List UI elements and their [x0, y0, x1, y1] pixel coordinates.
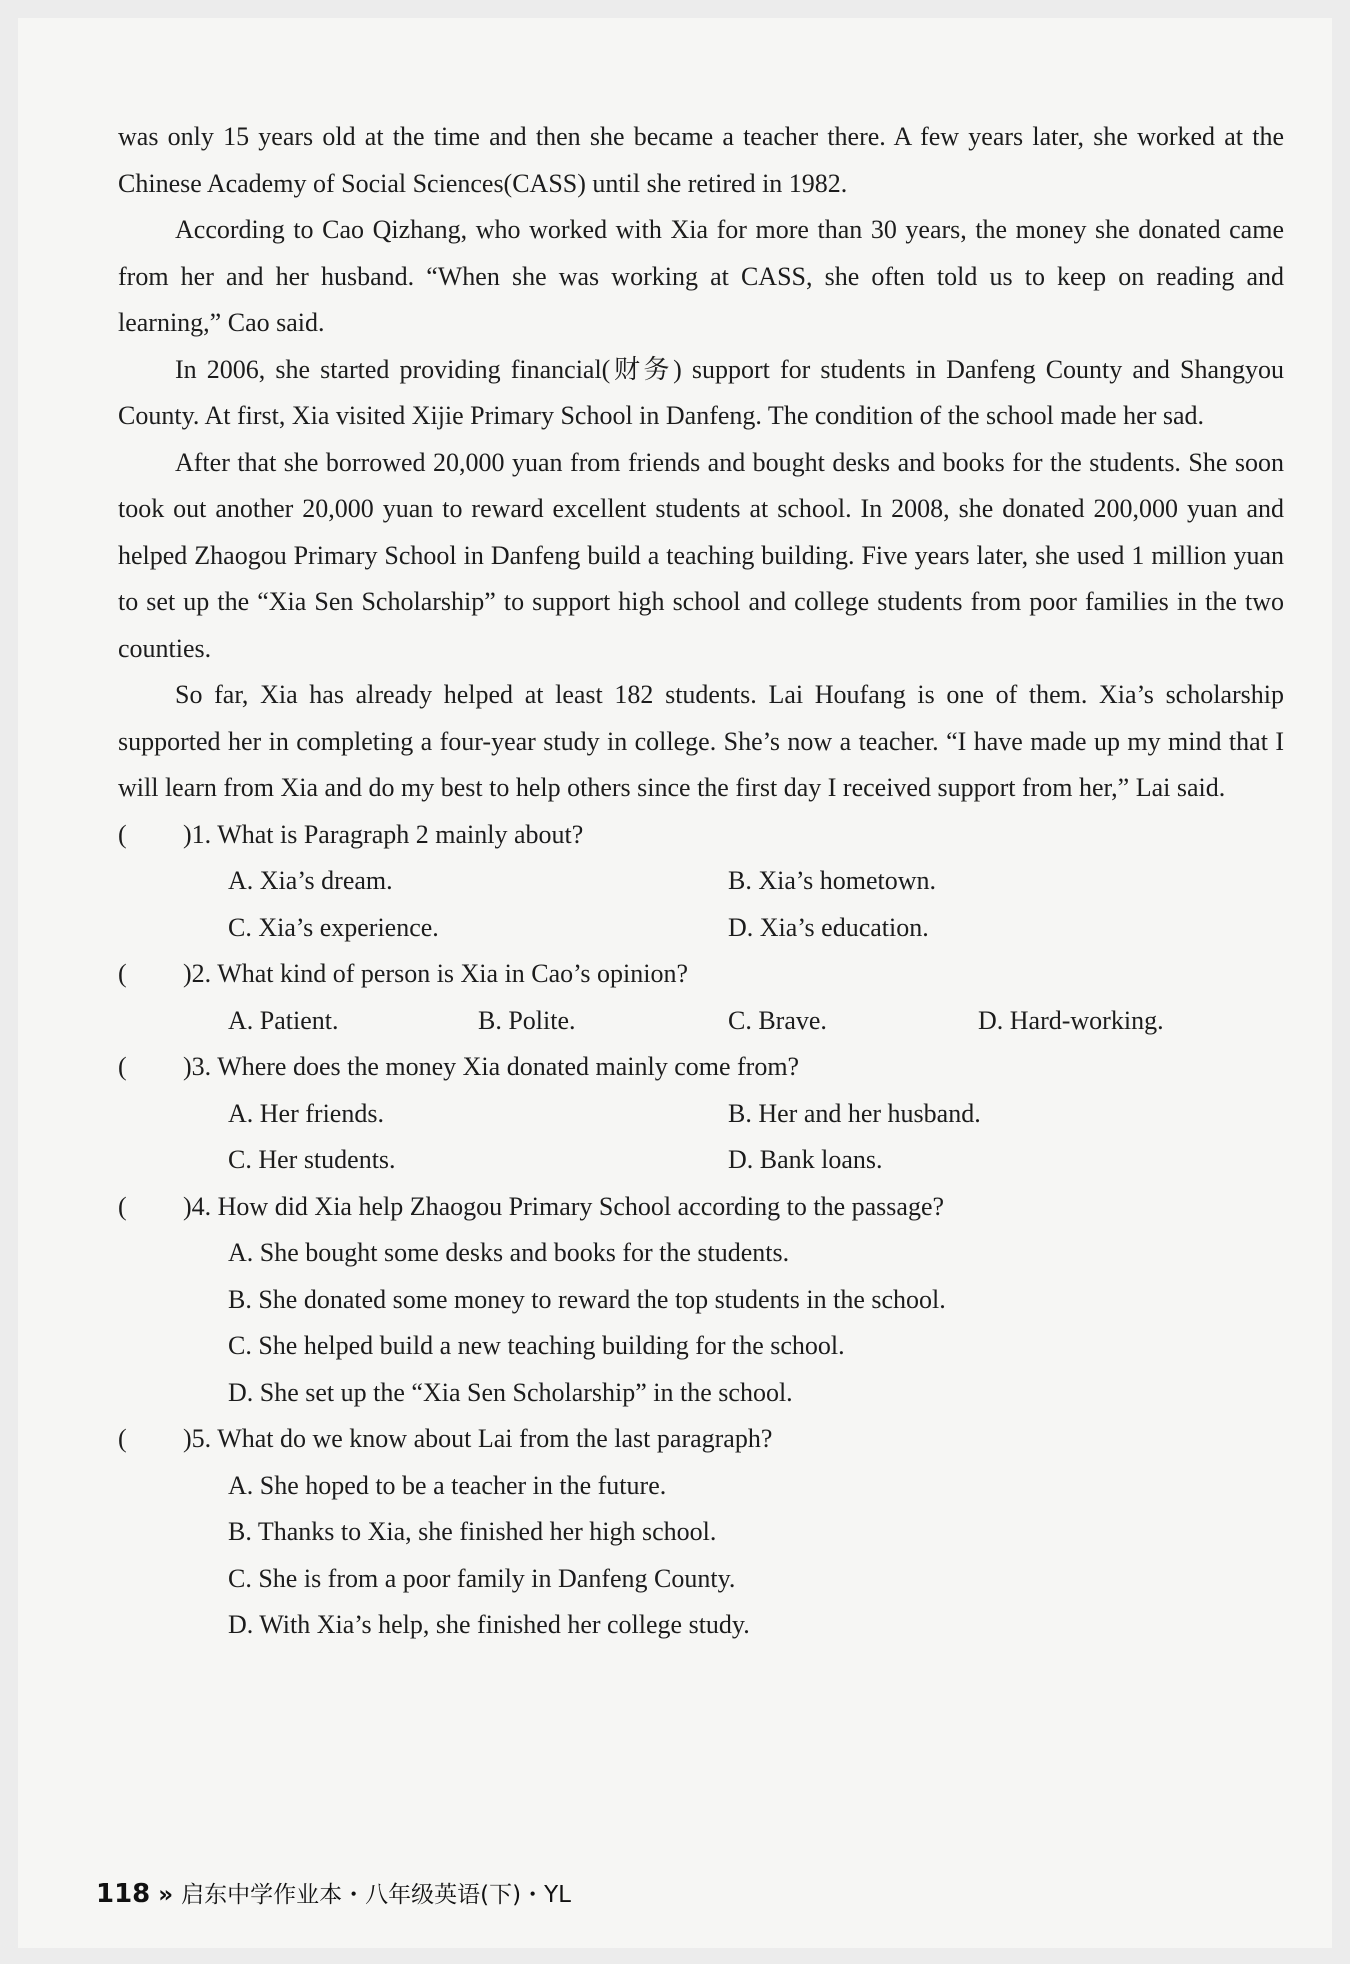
page-footer — [96, 1876, 571, 1909]
paragraph-5: So far, Xia has already helped at least 182 students. Lai Houfang is one of them. Xia’s scholarship supported her in completing a four-year study in college. She’s now a teacher. “I have made up my mind that I will learn from Xia and do my best to help others since the first day I received support from her,” Lai said. — [118, 680, 1284, 802]
option-a: A. Xia’s dream. — [228, 866, 393, 895]
question-stem: )4. How did Xia help Zhaogou Primary School according to the passage? — [183, 1191, 945, 1221]
option-a: A. She bought some desks and books for the students. — [228, 1238, 790, 1267]
paragraph-3: In 2006, she started providing financial(财务) support for students in Danfeng County and Shangyou County. At first, Xia visited Xijie Primary School in Danfeng. The condition of the school made her sad. — [118, 354, 1284, 430]
option-b: B. Polite. — [478, 1005, 576, 1035]
question-stem: )1. What is Paragraph 2 mainly about? — [183, 819, 584, 849]
option-c: C. Her students. — [228, 1145, 396, 1174]
option-b: B. Xia’s hometown. — [728, 866, 936, 895]
options — [118, 1091, 1284, 1184]
answer-blank[interactable]: ( — [118, 1052, 127, 1081]
question-1 — [118, 812, 1284, 952]
option-d: D. Bank loans. — [728, 1145, 883, 1174]
page-content — [118, 114, 1284, 1649]
question-2 — [118, 951, 1284, 1044]
option-a: A. Her friends. — [228, 1098, 384, 1128]
option-b: B. She donated some money to reward the top students in the school. — [228, 1284, 946, 1314]
option-c: C. She helped build a new teaching building for the school. — [228, 1331, 845, 1360]
answer-blank[interactable]: ( — [118, 819, 127, 849]
options — [118, 1463, 1284, 1649]
question-4 — [118, 1184, 1284, 1417]
option-d: D. With Xia’s help, she finished her college study. — [228, 1610, 750, 1639]
option-d: D. She set up the “Xia Sen Scholarship” in the school. — [228, 1377, 793, 1407]
answer-blank[interactable]: ( — [118, 1424, 127, 1453]
option-a: A. She hoped to be a teacher in the future. — [228, 1470, 667, 1500]
question-stem: )5. What do we know about Lai from the last paragraph? — [183, 1424, 773, 1453]
book-title: 启东中学作业本・八年级英语(下)・YL — [181, 1882, 571, 1908]
question-stem: )3. Where does the money Xia donated mainly come from? — [183, 1052, 800, 1081]
question-stem: )2. What kind of person is Xia in Cao’s opinion? — [183, 959, 689, 988]
options — [118, 998, 1284, 1045]
option-c: C. Xia’s experience. — [228, 912, 439, 942]
paragraph-4: After that she borrowed 20,000 yuan from friends and bought desks and books for the students. She soon took out another 20,000 yuan to reward excellent students at school. In 2008, she donated 200,000 yuan and helped Zhaogou Primary School in Danfeng build a teaching building. Five years later, she used 1 million yuan to set up the “Xia Sen Scholarship” to support high school and college students from poor families in the two counties. — [118, 447, 1284, 663]
paragraph-2: According to Cao Qizhang, who worked with Xia for more than 30 years, the money she donated came from her and her husband. “When she was working at CASS, she often told us to keep on reading and learning,” Cao said. — [118, 215, 1284, 337]
option-b: B. Her and her husband. — [728, 1098, 981, 1128]
option-c: C. Brave. — [728, 1005, 827, 1035]
answer-blank[interactable]: ( — [118, 959, 127, 988]
question-3 — [118, 1044, 1284, 1184]
option-d: D. Xia’s education. — [728, 912, 929, 942]
option-b: B. Thanks to Xia, she finished her high school. — [228, 1517, 717, 1546]
page-number: 118 — [96, 1879, 151, 1909]
options — [118, 1230, 1284, 1416]
option-c: C. She is from a poor family in Danfeng County. — [228, 1563, 736, 1593]
options — [118, 858, 1284, 951]
document-page — [18, 18, 1332, 1948]
question-5 — [118, 1416, 1284, 1649]
option-d: D. Hard-working. — [978, 1005, 1164, 1035]
paragraph-continuation: was only 15 years old at the time and then she became a teacher there. A few years later, she worked at the Chinese Academy of Social Sciences(CASS) until she retired in 1982. — [118, 122, 1284, 198]
answer-blank[interactable]: ( — [118, 1191, 127, 1221]
option-a: A. Patient. — [228, 1005, 339, 1035]
chevron-icon: » — [158, 1882, 174, 1908]
